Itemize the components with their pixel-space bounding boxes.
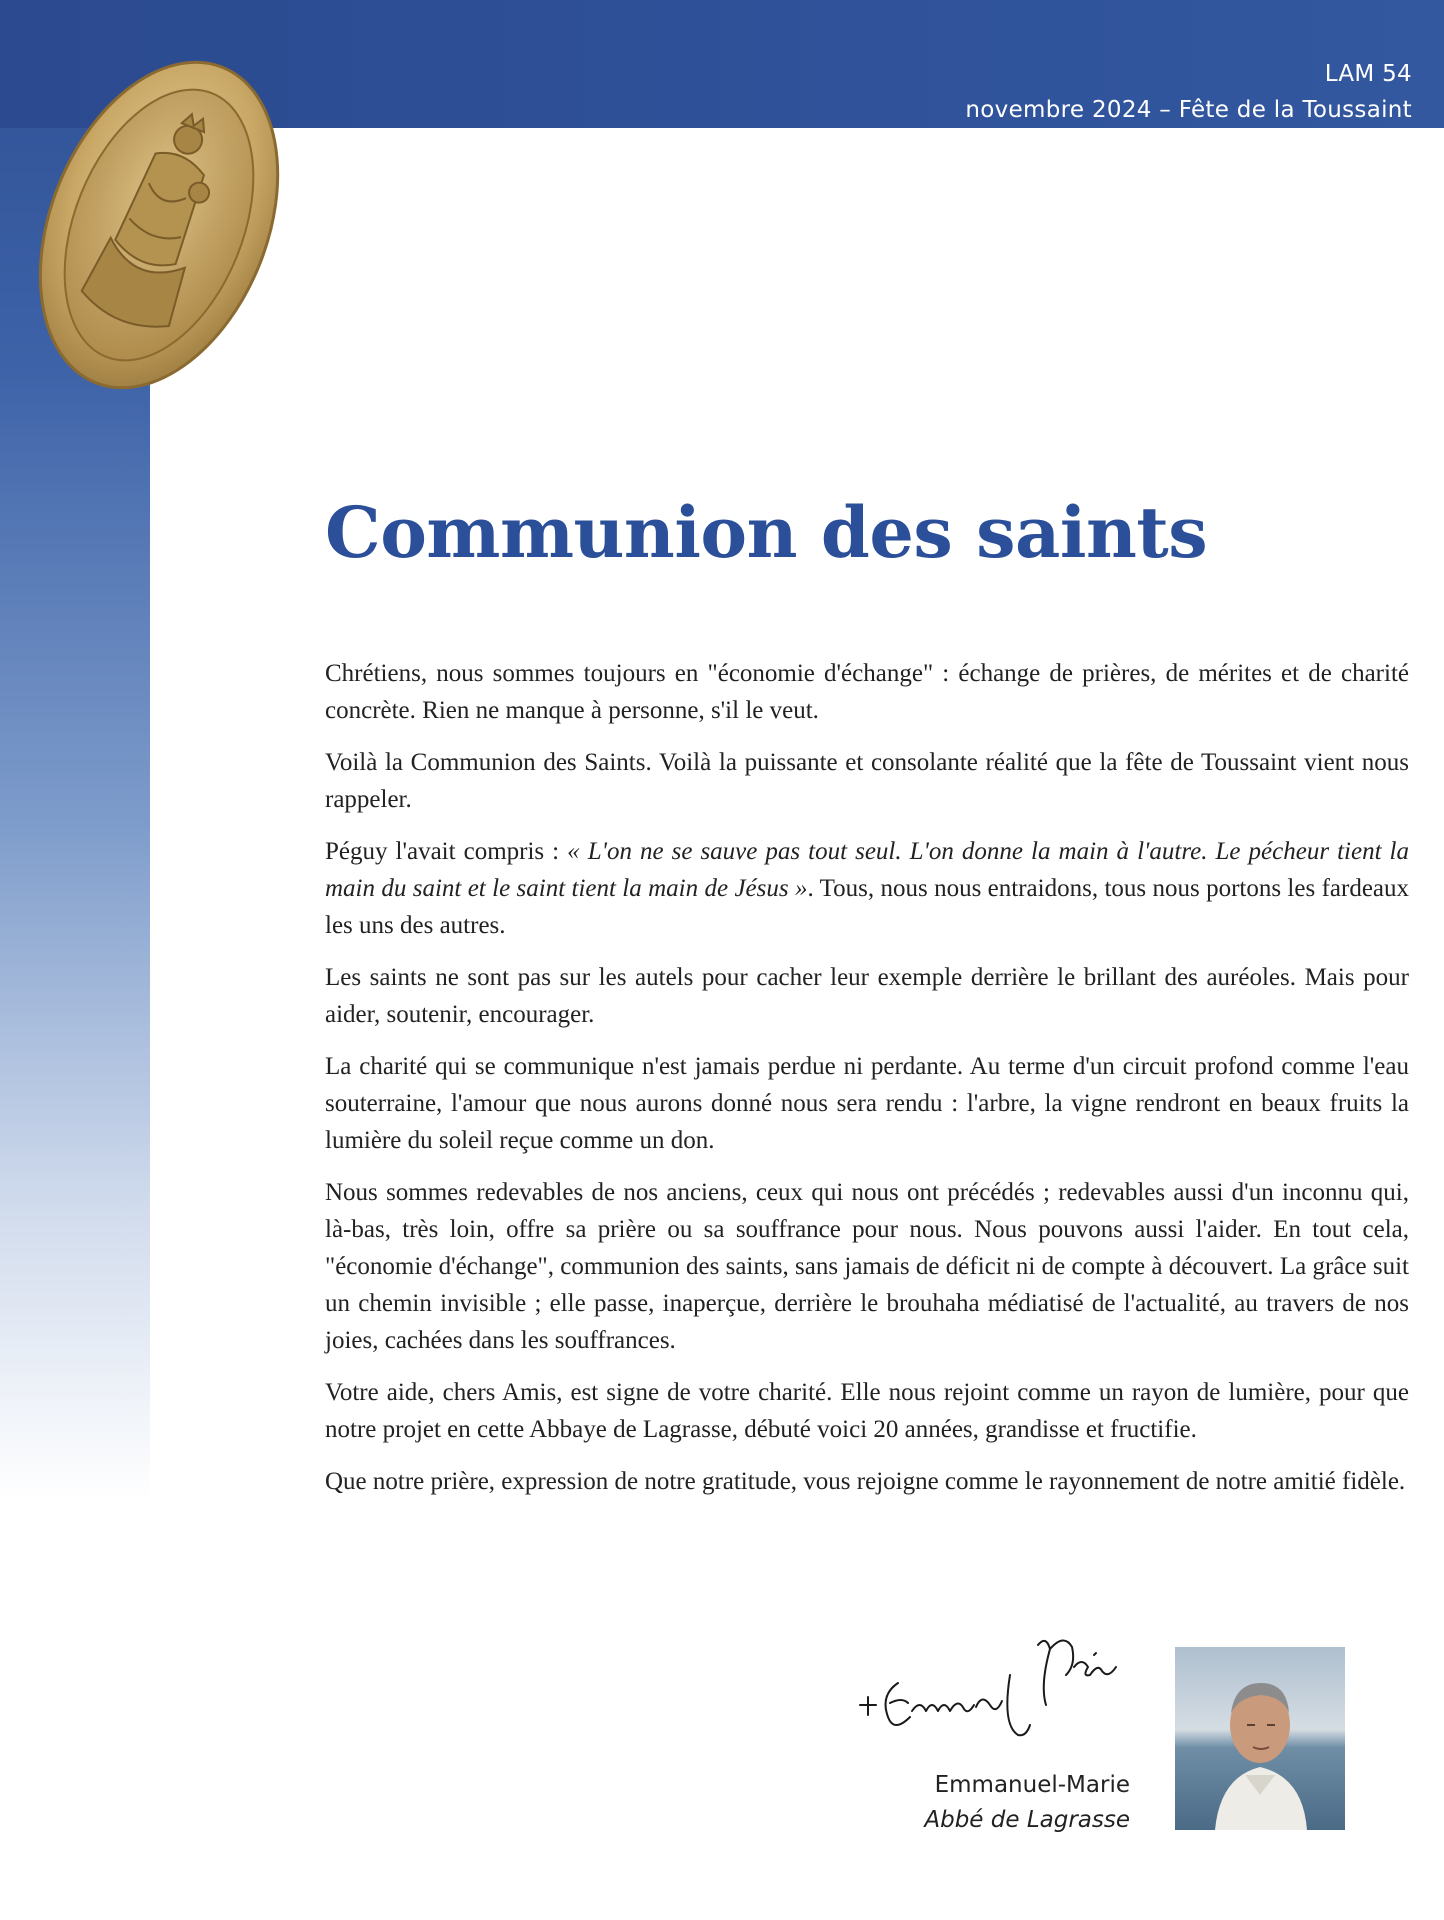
issue-date: novembre 2024 – Fête de la Toussaint (965, 97, 1412, 123)
letter-body (325, 655, 1409, 1515)
abbey-seal-image (24, 40, 294, 410)
handwritten-signature (850, 1605, 1150, 1750)
paragraph: Chrétiens, nous sommes toujours en "économie d'échange" : échange de prières, de mérites et de charité concrète. Rien ne manque à personne, s'il le veut. (325, 660, 1409, 724)
header-info (965, 56, 1412, 128)
paragraph: Voilà la Communion des Saints. Voilà la puissante et consolante réalité que la fête de Toussaint vient nous rappeler. (325, 749, 1409, 813)
signer-block (924, 1768, 1130, 1838)
paragraph: Nous sommes redevables de nos anciens, ceux qui nous ont précédés ; redevables aussi d'un inconnu qui, là-bas, très loin, offre sa prière ou sa souffrance pour nous. Nous pouvons aussi l'aider. En tout cela, "économie d'échange", communion des saints, sans jamais de déficit ni de compte à découvert. La grâce suit un chemin invisible ; elle passe, inaperçue, derrière le brouhaha médiatisé de l'actualité, au travers de nos joies, cachées dans les souffrances. (325, 1179, 1409, 1354)
abbot-portrait-photo (1175, 1647, 1345, 1830)
page-title: Communion des saints (325, 491, 1208, 574)
paragraph-rest: . Tous, nous nous entraidons, tous nous portons les fardeaux les uns des autres. (325, 875, 1410, 939)
paragraph-peguy (325, 833, 1409, 944)
paragraph: Les saints ne sont pas sur les autels pour cacher leur exemple derrière le brillant des auréoles. Mais pour aider, soutenir, encourager. (325, 964, 1409, 1028)
issue-number: LAM 54 (1324, 61, 1412, 87)
peguy-quote: « L'on ne se sauve pas tout seul. L'on donne la main à l'autre. Le pécheur tient la main du saint et le saint tient la main de Jésus » (325, 838, 1409, 902)
paragraph: Que notre prière, expression de notre gratitude, vous rejoigne comme le rayonnement de notre amitié fidèle. (325, 1468, 1406, 1495)
signer-name: Emmanuel-Marie (934, 1772, 1130, 1798)
signer-role: Abbé de Lagrasse (924, 1807, 1130, 1833)
paragraph-intro: Péguy l'avait compris : (325, 838, 568, 865)
paragraph: Votre aide, chers Amis, est signe de votre charité. Elle nous rejoint comme un rayon de lumière, pour que notre projet en cette Abbaye de Lagrasse, débuté voici 20 années, grandisse et fructifie. (325, 1379, 1409, 1443)
paragraph: La charité qui se communique n'est jamais perdue ni perdante. Au terme d'un circuit profond comme l'eau souterraine, l'amour que nous aurons donné nous sera rendu : l'arbre, la vigne rendront en beaux fruits la lumière du soleil reçue comme un don. (325, 1053, 1409, 1154)
